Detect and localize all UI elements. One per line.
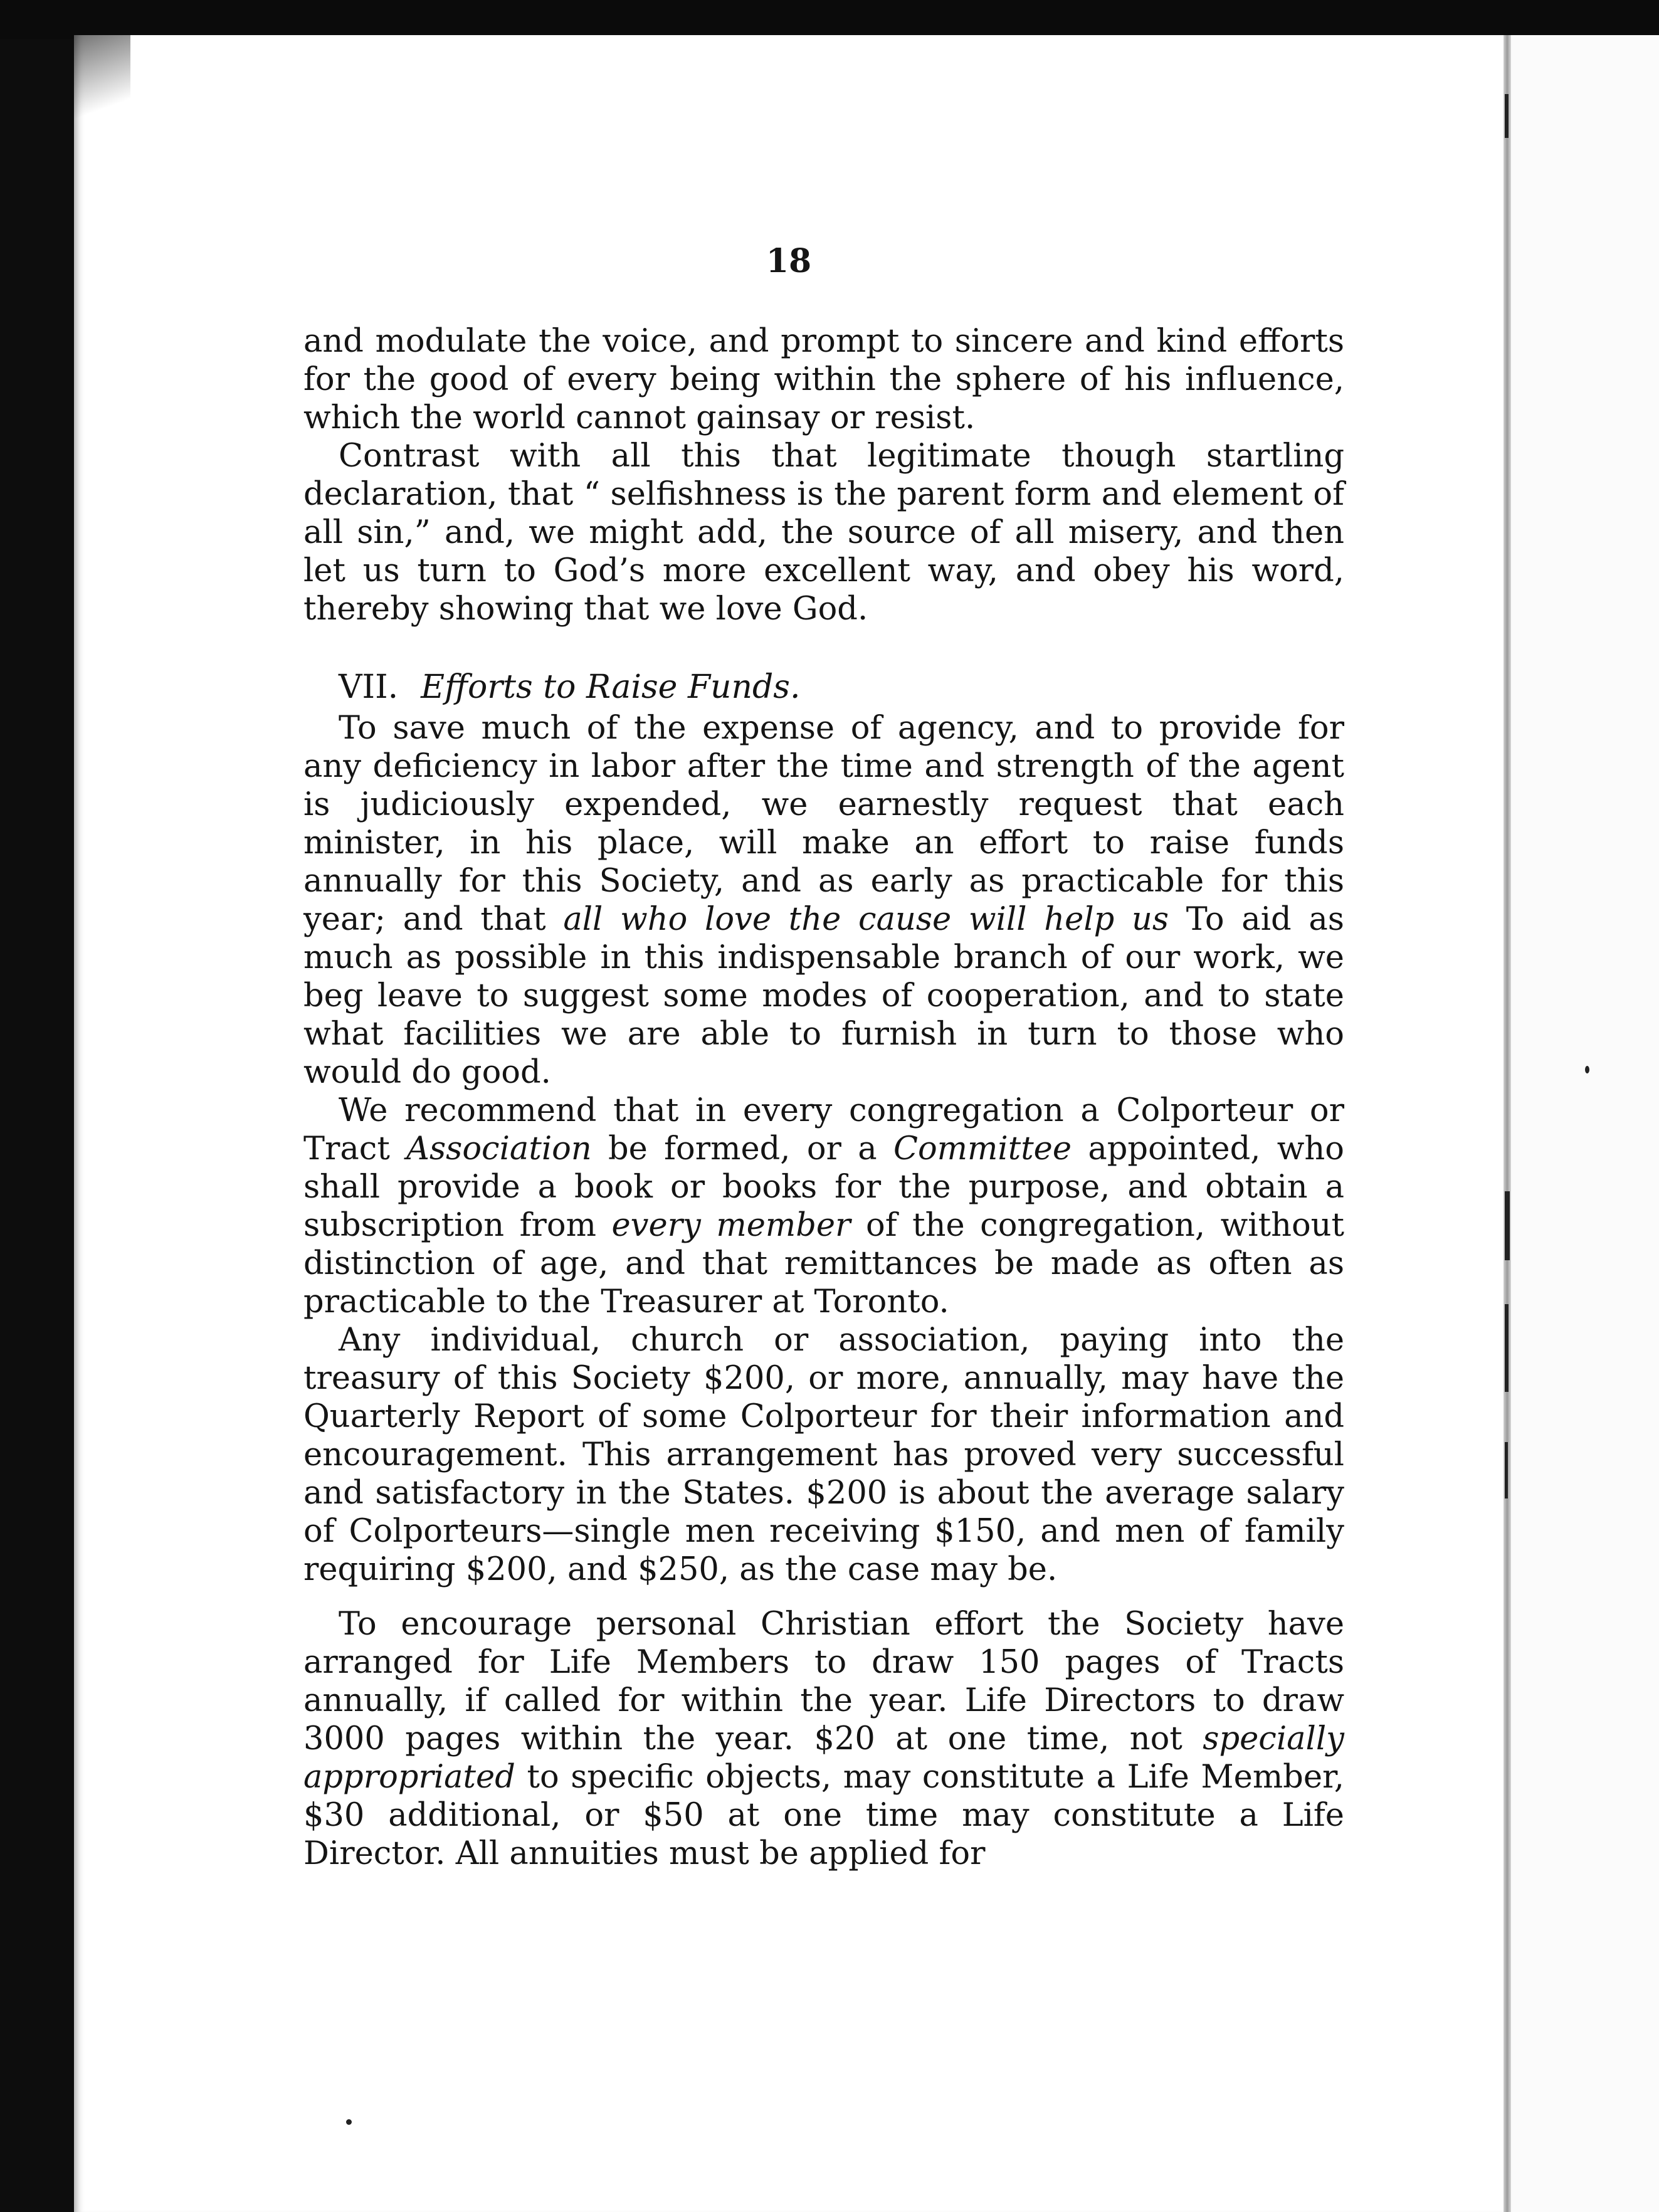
edge-mark: [1505, 1191, 1510, 1260]
speck: [1585, 1066, 1589, 1073]
paragraph-treasury: Any individual, church or association, paying into the treasury of this Society $200, or more, annually, may have the Quarterly Report of some Colporteur for their information and encouragement. This arrangement has proved very successful and satisfactory in the States. $200 is about the average salary of Colporteurs—single men receiving $150, and men of family requiring $200, and $250, as the case may be.: [303, 1322, 1344, 1588]
text-run: appointed, who shall provide a book or books for the purpose, and obtain a subscription from: [303, 1130, 1344, 1244]
text-run: be formed, or a: [591, 1130, 893, 1167]
text-run: of the congregation, without distinction of age, and that remittances be made as often as practicable to the Treasurer at Toronto.: [303, 1207, 1344, 1320]
paragraph-agency: [303, 709, 1344, 1092]
body-text: [303, 322, 1344, 1873]
paragraph-life-members: [303, 1605, 1344, 1873]
italic-run: every member: [611, 1207, 851, 1244]
text-run: To aid as much as possible in this indispensable branch of our work, we beg leave to suggest some modes of cooperation, and to state what facilities we are able to furnish in turn to those who would do good.: [303, 901, 1344, 1091]
edge-mark: [1505, 94, 1509, 138]
text-run: To encourage personal Christian effort the Society have arranged for Life Members to draw 150 pages of Tracts annually, if called for within the year. Life Directors to draw 3000 pages within the year. $20 at one time, not: [303, 1606, 1344, 1757]
edge-mark: [1505, 1442, 1508, 1498]
page-corner-shadow: [74, 35, 130, 135]
section-number: VII.: [339, 668, 399, 706]
edge-mark: [1505, 1304, 1509, 1392]
adjacent-page-edge: [1511, 35, 1659, 2212]
italic-run: all who love the cause will help us: [563, 901, 1169, 938]
italic-run: Association: [406, 1130, 592, 1167]
paragraph-congregation: [303, 1092, 1344, 1321]
document-page: [74, 35, 1504, 2212]
text-run: to specific objects, may constitute a Life Member, $30 additional, or $50 at one time may constitute a Life Director. All annuities must be applied for: [303, 1759, 1344, 1872]
speck: [346, 2119, 352, 2125]
paragraph-contrast: Contrast with all this that legitimate though startling declaration, that “ selfishness is the parent form and element of all sin,” and, we might add, the source of all misery, and then let us turn to God’s more excellent way, and obey his word, thereby showing that we love God.: [303, 438, 1344, 628]
page-number: 18: [766, 242, 812, 280]
text-run: To save much of the expense of agency, and to provide for any deficiency in labor after the time and strength of the agent is judiciously expended, we earnestly request that each minister, in his place, will make an effort to raise funds annually for this Society, and as early as practicable for this year; and that: [303, 710, 1344, 938]
scanner-background: [0, 0, 1659, 39]
italic-run: specially appropriated: [303, 1720, 1344, 1796]
paragraph-continuation: and modulate the voice, and prompt to sincere and kind efforts for the good of every being within the sphere of his influence, which the world cannot gainsay or resist.: [303, 323, 1344, 436]
section-title: Efforts to Raise Funds.: [421, 668, 801, 706]
text-run: We recommend that in every congregation a Colporteur or Tract: [303, 1092, 1344, 1167]
section-heading: [303, 668, 1344, 707]
italic-run: Committee: [893, 1130, 1072, 1167]
page-gutter: [1504, 35, 1511, 2212]
